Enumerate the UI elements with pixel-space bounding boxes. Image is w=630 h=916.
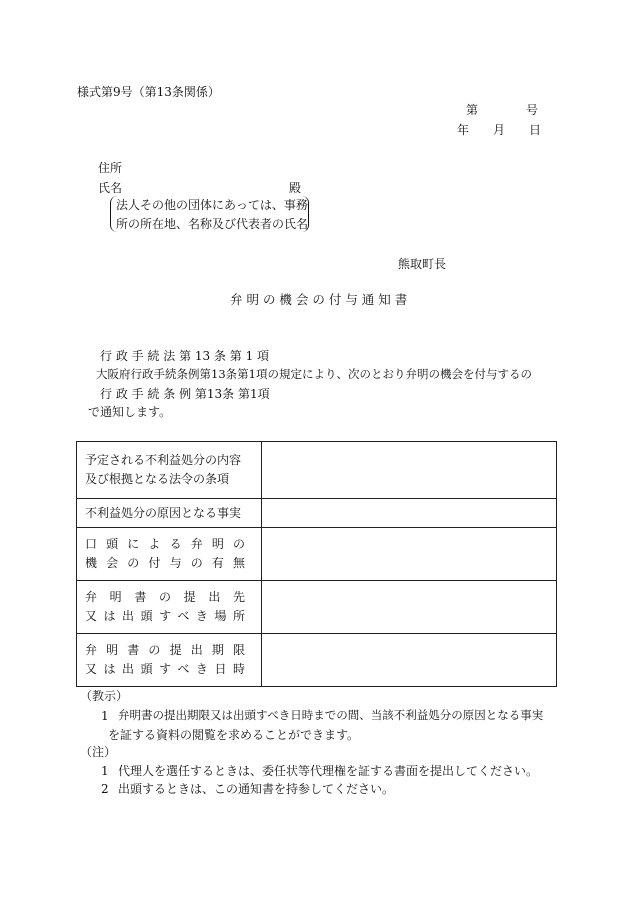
row-value-field[interactable] (262, 528, 557, 581)
document-title: 弁 明 の 機 会 の 付 与 通 知 書 (230, 292, 408, 307)
row-label-line: 又は出頭すべき場所 (85, 609, 245, 623)
note-1: 代理人を選任するときは、委任状等代理権を証する書面を提出してください。 (118, 764, 539, 778)
honorific: 殿 (289, 181, 302, 195)
row-value-field[interactable] (262, 581, 557, 634)
row-value-field[interactable] (262, 499, 557, 528)
note-header: （注） (80, 745, 117, 759)
teaching-1-number: 1 (101, 709, 109, 723)
corporate-note-line-1: 法人その他の団体にあっては、事務 (116, 198, 308, 212)
teaching-1-line-2: を証する資料の閲覧を求めることができます。 (108, 728, 360, 742)
note-2-number: 2 (101, 782, 109, 796)
row-label-line: 弁明書の提出先 (85, 590, 245, 604)
row-value-field[interactable] (262, 442, 557, 499)
table-row (77, 528, 557, 581)
teaching-header: （教示） (80, 689, 129, 703)
row-label (77, 634, 262, 687)
row-label-line: 口頭による弁明の (85, 537, 245, 551)
row-label-line: 又は出頭すべき日時 (85, 662, 245, 676)
note-2: 出頭するときは、この通知書を持参してください。 (118, 782, 395, 796)
row-label-line: 予定される不利益処分の内容 (85, 453, 242, 467)
row-label (77, 499, 262, 528)
row-label (77, 581, 262, 634)
date-line: 年 月 日 (457, 123, 542, 137)
row-label-line: 機会の付与の有無 (85, 556, 245, 570)
row-label-line: 弁明書の提出期限 (85, 643, 245, 657)
teaching-1-line-1: 弁明書の提出期限又は出頭すべき日時までの間、当該不利益処分の原因となる事実 (118, 708, 544, 722)
closing-sentence: で通知します。 (88, 405, 172, 419)
table-row (77, 634, 557, 687)
name-label: 氏名 (98, 181, 123, 195)
note-1-number: 1 (101, 764, 109, 778)
law-option-2: 行 政 手 続 条 例 第13条 第1項 (100, 387, 270, 401)
row-value-field[interactable] (262, 634, 557, 687)
row-label (77, 528, 262, 581)
table-row (77, 499, 557, 528)
corporate-note-line-2: 所の所在地、名称及び代表者の氏名 (116, 217, 309, 231)
issuer: 熊取町長 (398, 257, 447, 271)
main-sentence: 大阪府行政手続条例第13条第1項の規定により、次のとおり弁明の機会を付与するの (96, 367, 532, 381)
notice-details-table (76, 441, 557, 687)
row-label-line: 不利益処分の原因となる事実 (85, 505, 242, 520)
law-option-1: 行 政 手 続 法 第 13 条 第 1 項 (100, 349, 270, 363)
row-label-line: 及び根拠となる法令の条項 (85, 472, 230, 486)
table-row (77, 581, 557, 634)
table-row (77, 442, 557, 499)
document-number-line: 第 号 (466, 103, 539, 117)
address-label: 住所 (98, 161, 123, 175)
row-label (77, 442, 262, 499)
form-number: 様式第9号（第13条関係） (77, 85, 220, 99)
